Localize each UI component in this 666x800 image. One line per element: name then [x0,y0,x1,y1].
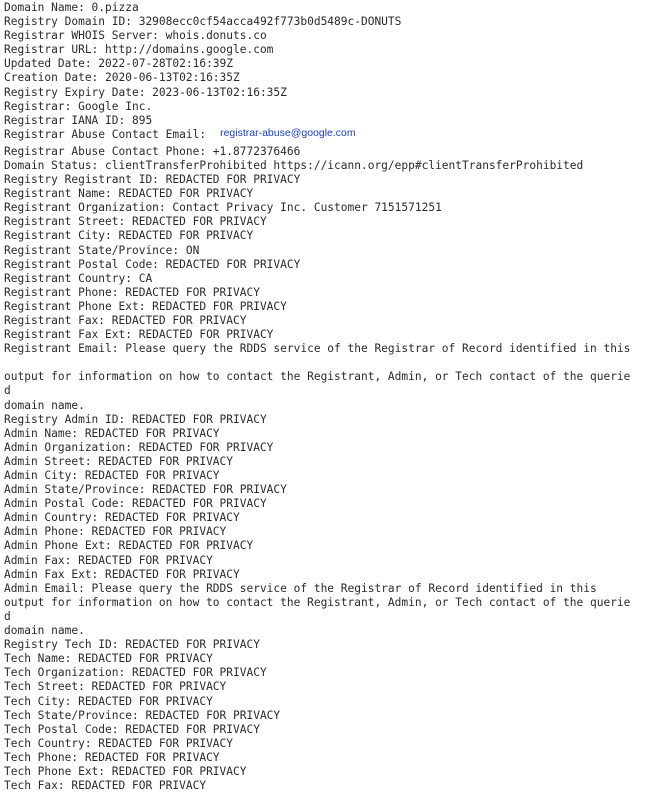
whois-line-registrant-email: Registrant Email: Please query the RDDS service of the Registrar of Record identified in this [4,342,631,356]
whois-line-abuse-phone: Registrar Abuse Contact Phone: +1.8772376466 [4,144,301,158]
whois-line-tech-country: Tech Country: REDACTED FOR PRIVACY [4,736,234,750]
whois-record [4,1,664,793]
abuse-email-label: Registrar Abuse Contact Email: [4,127,207,141]
whois-line-registrant-street: Registrant Street: REDACTED FOR PRIVACY [4,215,267,229]
whois-line-registrar-whois-server: Registrar WHOIS Server: whois.donuts.co [4,29,267,43]
whois-line-admin-email-cont: d [4,609,11,623]
whois-line-admin-id: Registry Admin ID: REDACTED FOR PRIVACY [4,412,267,426]
whois-line-tech-name: Tech Name: REDACTED FOR PRIVACY [4,652,213,666]
whois-line-registrant-email-cont: output for information on how to contact the Registrant, Admin, or Tech contact of the querie [4,370,631,384]
whois-line-registrant-fax: Registrant Fax: REDACTED FOR PRIVACY [4,313,247,327]
whois-line-admin-email: Admin Email: Please query the RDDS service of the Registrar of Record identified in this [4,581,597,595]
whois-line-admin-state: Admin State/Province: REDACTED FOR PRIVACY [4,483,287,497]
whois-line-tech-id: Registry Tech ID: REDACTED FOR PRIVACY [4,638,260,652]
whois-line-registrant-state: Registrant State/Province: ON [4,243,200,257]
whois-line-registrant-organization: Registrant Organization: Contact Privacy Inc. Customer 7151571251 [4,201,442,215]
whois-line-tech-street: Tech Street: REDACTED FOR PRIVACY [4,680,227,694]
whois-line-creation-date: Creation Date: 2020-06-13T02:16:35Z [4,71,240,85]
whois-line-tech-fax: Tech Fax: REDACTED FOR PRIVACY [4,779,207,793]
abuse-email-link[interactable]: registrar-abuse@google.com [220,126,356,139]
whois-line-registrant-city: Registrant City: REDACTED FOR PRIVACY [4,229,254,243]
whois-line-registrant-name: Registrant Name: REDACTED FOR PRIVACY [4,187,254,201]
whois-line-tech-postal-code: Tech Postal Code: REDACTED FOR PRIVACY [4,722,260,736]
whois-line-admin-organization: Admin Organization: REDACTED FOR PRIVACY [4,440,274,454]
whois-line-registrant-fax-ext: Registrant Fax Ext: REDACTED FOR PRIVACY [4,328,274,342]
whois-line-registrant-postal-code: Registrant Postal Code: REDACTED FOR PRIVACY [4,257,301,271]
whois-line-registrar: Registrar: Google Inc. [4,99,153,113]
whois-line-tech-state: Tech State/Province: REDACTED FOR PRIVACY [4,708,281,722]
whois-line-admin-phone-ext: Admin Phone Ext: REDACTED FOR PRIVACY [4,539,254,553]
whois-line-registrar-iana-id: Registrar IANA ID: 895 [4,113,153,127]
whois-line-tech-organization: Tech Organization: REDACTED FOR PRIVACY [4,666,267,680]
whois-line-admin-postal-code: Admin Postal Code: REDACTED FOR PRIVACY [4,497,267,511]
whois-line-admin-country: Admin Country: REDACTED FOR PRIVACY [4,511,240,525]
whois-line-tech-phone-ext: Tech Phone Ext: REDACTED FOR PRIVACY [4,764,247,778]
whois-line-registrar-url: Registrar URL: http://domains.google.com [4,43,274,57]
whois-line-registrant-id: Registry Registrant ID: REDACTED FOR PRIVACY [4,173,301,187]
whois-line-expiry-date: Registry Expiry Date: 2023-06-13T02:16:35Z [4,85,287,99]
whois-line-registrant-email-cont: domain name. [4,398,85,412]
whois-line-admin-fax: Admin Fax: REDACTED FOR PRIVACY [4,553,213,567]
whois-line-domain-status: Domain Status: clientTransferProhibited https://icann.org/epp#clientTransferProhibited [4,158,584,172]
whois-line-admin-phone: Admin Phone: REDACTED FOR PRIVACY [4,525,227,539]
whois-line-admin-email-cont: output for information on how to contact the Registrant, Admin, or Tech contact of the querie [4,595,631,609]
whois-line-abuse-email [4,128,664,145]
whois-line-tech-city: Tech City: REDACTED FOR PRIVACY [4,694,213,708]
whois-line-tech-phone: Tech Phone: REDACTED FOR PRIVACY [4,750,220,764]
whois-line-admin-fax-ext: Admin Fax Ext: REDACTED FOR PRIVACY [4,567,240,581]
whois-line-updated-date: Updated Date: 2022-07-28T02:16:39Z [4,57,234,71]
blank-line [4,356,664,370]
whois-line-admin-email-cont: domain name. [4,624,85,638]
whois-line-registrant-phone-ext: Registrant Phone Ext: REDACTED FOR PRIVACY [4,299,287,313]
whois-line-admin-name: Admin Name: REDACTED FOR PRIVACY [4,426,220,440]
whois-line-registry-domain-id: Registry Domain ID: 32908ecc0cf54acca492f773b0d5489c-DONUTS [4,15,402,29]
whois-line-admin-street: Admin Street: REDACTED FOR PRIVACY [4,454,234,468]
whois-line-registrant-email-cont: d [4,384,11,398]
whois-line-registrant-country: Registrant Country: CA [4,271,153,285]
whois-line-domain-name: Domain Name: 0.pizza [4,1,139,14]
whois-line-registrant-phone: Registrant Phone: REDACTED FOR PRIVACY [4,285,260,299]
whois-line-admin-city: Admin City: REDACTED FOR PRIVACY [4,469,220,482]
